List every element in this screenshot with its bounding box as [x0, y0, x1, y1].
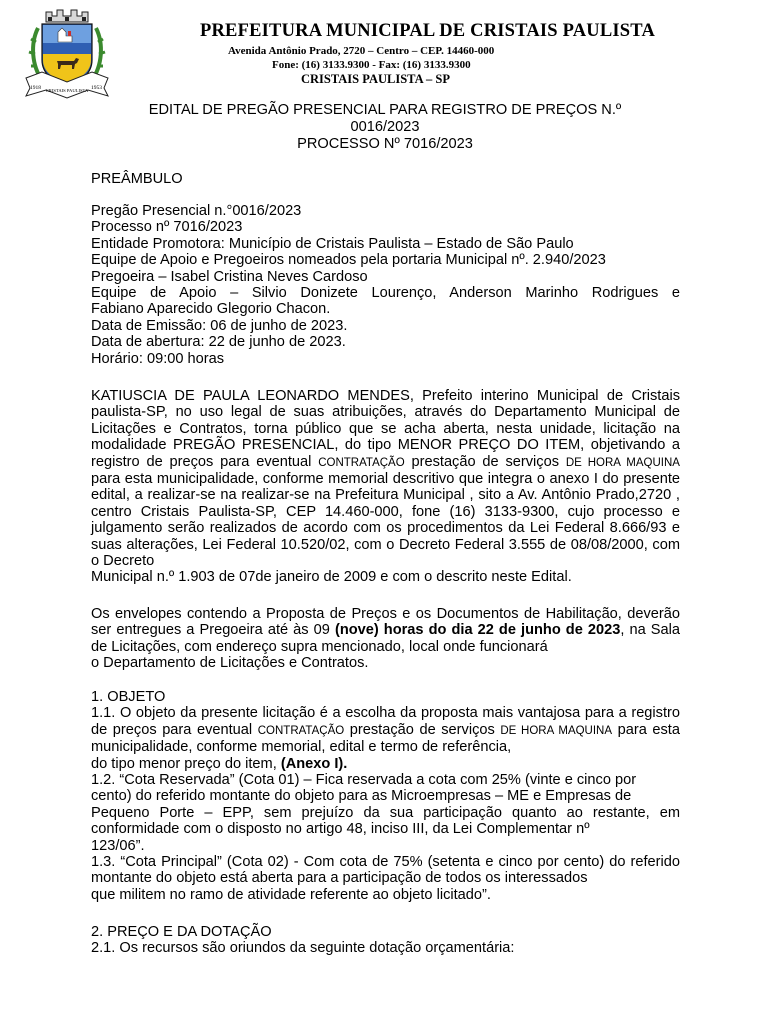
preambulo-line: Pregão Presencial n.°0016/2023: [91, 203, 302, 219]
edital-title-line1: EDITAL DE PREGÃO PRESENCIAL PARA REGISTRO DE PREÇOS N.º: [148, 102, 622, 118]
crest-year-right: 1953: [91, 85, 102, 91]
letterhead-address: Avenida Antônio Prado, 2720 – Centro – CEP. 14460-000: [228, 45, 495, 57]
edital-title-line2: 0016/2023: [350, 119, 420, 135]
preambulo-line: Fabiano Aparecido Glegorio Chacon.: [91, 301, 331, 318]
preambulo-line: Data de Emissão: 06 de junho de 2023.: [91, 317, 348, 334]
item-2-1: 2.1. Os recursos são oriundos da seguinte dotação orçamentária:: [91, 940, 515, 957]
crest-year-left: 1918: [30, 85, 41, 91]
preambulo-line: Pregoeira – Isabel Cristina Neves Cardoso: [91, 268, 368, 285]
edital-process-number: PROCESSO Nº 7016/2023: [297, 136, 473, 152]
item-1-2-line: 1.2. “Cota Reservada” (Cota 01) – Fica reservada a cota com 25% (vinte e cinco por: [91, 772, 637, 789]
preambulo-line: Entidade Promotora: Município de Cristais Paulista – Estado de São Paulo: [91, 235, 574, 252]
item-1-1-end: do tipo menor preço do item, (Anexo I).: [91, 755, 348, 772]
section-2-title: 2. PREÇO E DA DOTAÇÃO: [91, 924, 272, 940]
preambulo-line: Data de abertura: 22 de junho de 2023.: [91, 334, 346, 351]
opening-paragraph-last-line: Municipal n.º 1.903 de 07de janeiro de 2009 e com o descrito neste Edital.: [91, 569, 572, 586]
section-1-title: 1. OBJETO: [91, 689, 166, 705]
preambulo-line: Horário: 09:00 horas: [91, 350, 225, 367]
letterhead-city: CRISTAIS PAULISTA – SP: [301, 72, 450, 86]
item-1-1: 1.1. O objeto da presente licitação é a escolha da proposta mais vantajosa para a registro de preços para eventual CONTRATAÇÃO prestação de serviços DE HORA MAQUINA para esta municipalidade, conforme memorial, edital e termo de referência,: [91, 705, 680, 756]
municipal-crest-logo: [24, 8, 110, 100]
preambulo-block: [91, 203, 680, 367]
preambulo-heading: PREÂMBULO: [91, 171, 183, 187]
item-1-2-line: cento) do referido montante do objeto para as Microempresas – ME e Empresas de: [91, 788, 632, 805]
item-1-3-body: 1.3. “Cota Principal” (Cota 02) - Com cota de 75% (setenta e cinco por cento) do referido montante do objeto está aberta para a participação de todos os interessados: [91, 854, 680, 887]
letterhead-phone: Fone: (16) 3133.9300 - Fax: (16) 3133.9300: [272, 59, 471, 71]
crest-ribbon-text: CRISTAIS PAULISTA: [45, 88, 89, 93]
envelopes-paragraph-last-line: o Departamento de Licitações e Contratos.: [91, 655, 369, 672]
item-1-2-body: Pequeno Porte – EPP, sem prejuízo da sua participação quanto ao restante, em conformidade com o disposto no artigo 48, inciso III, da Lei Complementar nº: [91, 804, 680, 838]
envelopes-paragraph: [91, 606, 680, 672]
item-1-3-end: que militem no ramo de atividade referente ao objeto licitado”.: [91, 886, 491, 903]
envelopes-paragraph-body: Os envelopes contendo a Proposta de Preços e os Documentos de Habilitação, deverão ser entregues a Pregoeira até às 09 (nove) horas do dia 22 de junho de 2023, na Sala de Licitações, com endereço supra mencionado, local onde funcionará: [91, 606, 680, 655]
section-1: [91, 689, 680, 903]
section-2: [91, 924, 680, 957]
preambulo-line: Processo nº 7016/2023: [91, 219, 243, 236]
opening-paragraph: [91, 388, 680, 586]
opening-paragraph-body: KATIUSCIA DE PAULA LEONARDO MENDES, Prefeito interino Municipal de Cristais paulista-SP, no uso legal de suas atribuições, através do Departamento Municipal de Licitações e Contratos, torna público que se acha aberta, nesta unidade, licitação na modalidade PREGÃO PRESENCIAL, do tipo MENOR PREÇO DO ITEM, objetivando a registro de preços para eventual CONTRATAÇÃO prestação de serviços DE HORA MAQUINA para esta municipalidade, conforme memorial descritivo que integra o anexo I do presente edital, a realizar-se na realizar-se na Prefeitura Municipal , sito a Av. Antônio Prado,2720 , centro Cristais Paulista-SP, CEP 14.460-000, fone (16) 3133-9300, cujo processo e julgamento serão realizados de acordo com os procedimentos da Lei Federal 8.666/93 e suas alterações, Lei Federal 10.520/02, com o Decreto Federal 3.555 de 08/08/2000, com o Decreto: [91, 388, 680, 570]
item-1-2-end: 123/06”.: [91, 837, 145, 854]
preambulo-line: Equipe de Apoio e Pregoeiros nomeados pela portaria Municipal nº. 2.940/2023: [91, 252, 606, 269]
letterhead-title: PREFEITURA MUNICIPAL DE CRISTAIS PAULISTA: [200, 21, 656, 41]
preambulo-line: Equipe de Apoio – Silvio Donizete Lourenço, Anderson Marinho Rodrigues e: [91, 285, 680, 302]
